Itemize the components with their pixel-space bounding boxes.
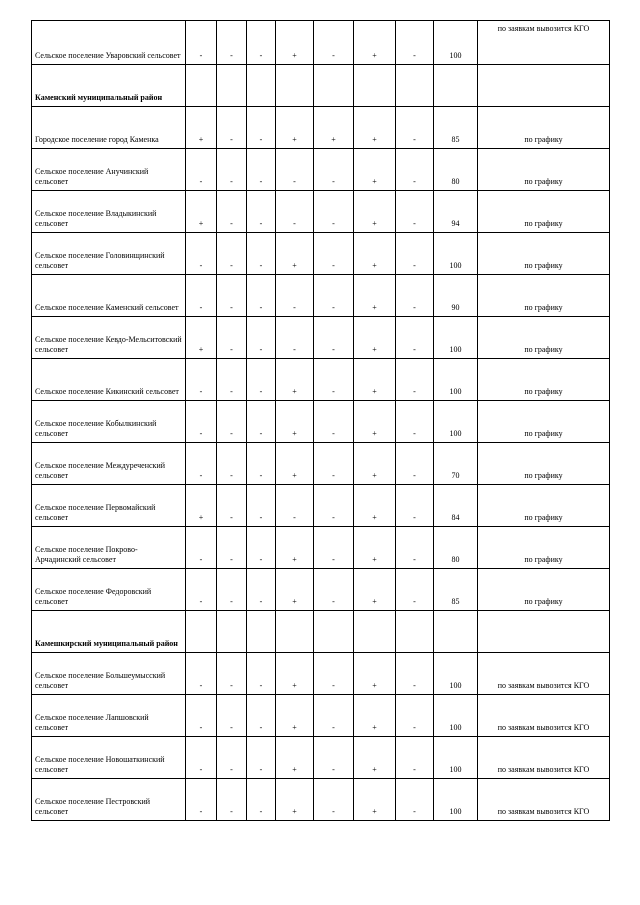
coverage-percent: 100 (434, 695, 478, 737)
coverage-percent: 70 (434, 443, 478, 485)
mark-cell: - (247, 779, 276, 821)
table-row (32, 653, 610, 695)
settlement-name: Сельское поселение Большеумысский сельсовет (32, 653, 186, 695)
mark-cell: + (354, 107, 396, 149)
mark-cell: + (354, 527, 396, 569)
mark-cell: - (396, 653, 434, 695)
mark-cell: - (276, 191, 314, 233)
mark-cell: + (276, 653, 314, 695)
mark-cell: - (276, 317, 314, 359)
mark-cell: - (314, 317, 354, 359)
settlement-name: Сельское поселение Междуреченский сельсовет (32, 443, 186, 485)
mark-cell: + (354, 443, 396, 485)
schedule-note: по заявкам вывозится КГО (478, 779, 610, 821)
coverage-percent: 100 (434, 233, 478, 275)
mark-cell: - (217, 149, 247, 191)
mark-cell: - (247, 233, 276, 275)
mark-cell: - (217, 401, 247, 443)
mark-cell: - (396, 275, 434, 317)
coverage-percent (434, 65, 478, 107)
mark-cell: - (396, 527, 434, 569)
coverage-percent: 100 (434, 317, 478, 359)
mark-cell: + (354, 317, 396, 359)
table-row (32, 443, 610, 485)
settlement-name: Сельское поселение Анучинский сельсовет (32, 149, 186, 191)
mark-cell: - (247, 317, 276, 359)
coverage-percent: 85 (434, 107, 478, 149)
mark-cell: - (314, 233, 354, 275)
mark-cell (247, 65, 276, 107)
settlement-name: Сельское поселение Новошаткинский сельсовет (32, 737, 186, 779)
mark-cell (217, 611, 247, 653)
schedule-note: по графику (478, 149, 610, 191)
mark-cell (396, 611, 434, 653)
mark-cell: - (186, 359, 217, 401)
mark-cell: - (186, 653, 217, 695)
mark-cell: - (217, 653, 247, 695)
mark-cell: - (396, 779, 434, 821)
schedule-note: по графику (478, 527, 610, 569)
coverage-percent: 100 (434, 359, 478, 401)
mark-cell: - (247, 401, 276, 443)
mark-cell: + (354, 485, 396, 527)
mark-cell: - (314, 275, 354, 317)
mark-cell: + (354, 695, 396, 737)
mark-cell: + (354, 401, 396, 443)
coverage-percent: 84 (434, 485, 478, 527)
mark-cell (314, 611, 354, 653)
mark-cell: - (396, 695, 434, 737)
mark-cell: + (354, 149, 396, 191)
mark-cell: - (217, 233, 247, 275)
settlement-name: Городское поселение город Каменка (32, 107, 186, 149)
mark-cell: - (186, 149, 217, 191)
mark-cell: - (186, 443, 217, 485)
mark-cell (186, 65, 217, 107)
mark-cell: - (314, 779, 354, 821)
mark-cell: - (247, 527, 276, 569)
mark-cell: + (186, 317, 217, 359)
mark-cell: + (186, 107, 217, 149)
table-row (32, 149, 610, 191)
mark-cell: + (186, 191, 217, 233)
table-row (32, 737, 610, 779)
coverage-percent: 100 (434, 737, 478, 779)
schedule-note: по графику (478, 569, 610, 611)
settlement-name: Сельское поселение Кикинский сельсовет (32, 359, 186, 401)
district-name: Каменский муниципальный район (32, 65, 186, 107)
mark-cell: - (247, 275, 276, 317)
mark-cell: - (186, 275, 217, 317)
mark-cell: - (186, 527, 217, 569)
mark-cell: - (247, 695, 276, 737)
coverage-percent: 90 (434, 275, 478, 317)
mark-cell: - (186, 21, 217, 65)
mark-cell: - (217, 359, 247, 401)
table-row (32, 569, 610, 611)
mark-cell (186, 611, 217, 653)
mark-cell: - (396, 233, 434, 275)
mark-cell: + (276, 107, 314, 149)
mark-cell: - (396, 401, 434, 443)
mark-cell: - (186, 401, 217, 443)
table-row (32, 779, 610, 821)
table-row (32, 233, 610, 275)
schedule-note: по графику (478, 485, 610, 527)
mark-cell: + (276, 737, 314, 779)
mark-cell: - (247, 149, 276, 191)
mark-cell: + (276, 527, 314, 569)
schedule-note: по заявкам вывозится КГО (478, 653, 610, 695)
mark-cell: + (354, 233, 396, 275)
mark-cell: + (276, 695, 314, 737)
settlements-table (31, 20, 610, 821)
mark-cell (276, 65, 314, 107)
mark-cell (354, 611, 396, 653)
mark-cell: - (314, 21, 354, 65)
coverage-percent (434, 611, 478, 653)
table-row (32, 107, 610, 149)
mark-cell: - (396, 569, 434, 611)
mark-cell: - (314, 653, 354, 695)
mark-cell: + (276, 443, 314, 485)
mark-cell: - (247, 569, 276, 611)
mark-cell: - (186, 737, 217, 779)
table-row (32, 485, 610, 527)
mark-cell: + (354, 653, 396, 695)
district-header-row (32, 611, 610, 653)
mark-cell: - (247, 21, 276, 65)
mark-cell: + (354, 359, 396, 401)
coverage-percent: 80 (434, 527, 478, 569)
settlement-name: Сельское поселение Каменский сельсовет (32, 275, 186, 317)
settlement-name: Сельское поселение Покрово-Арчадинский сельсовет (32, 527, 186, 569)
settlement-name: Сельское поселение Кевдо-Мельситовский сельсовет (32, 317, 186, 359)
mark-cell: - (247, 485, 276, 527)
schedule-note: по заявкам вывозится КГО (478, 695, 610, 737)
schedule-note (478, 611, 610, 653)
mark-cell: - (186, 695, 217, 737)
schedule-note: по заявкам вывозится КГО (478, 21, 610, 65)
mark-cell: - (314, 401, 354, 443)
mark-cell: - (186, 569, 217, 611)
mark-cell: - (314, 443, 354, 485)
coverage-percent: 100 (434, 653, 478, 695)
mark-cell: + (276, 401, 314, 443)
mark-cell: - (217, 317, 247, 359)
coverage-percent: 100 (434, 21, 478, 65)
mark-cell (354, 65, 396, 107)
mark-cell: + (276, 21, 314, 65)
settlement-name: Сельское поселение Федоровский сельсовет (32, 569, 186, 611)
mark-cell: - (247, 443, 276, 485)
table-row (32, 527, 610, 569)
district-header-row (32, 65, 610, 107)
mark-cell: - (396, 443, 434, 485)
schedule-note: по графику (478, 191, 610, 233)
settlement-name: Сельское поселение Кобылкинский сельсовет (32, 401, 186, 443)
settlement-name: Сельское поселение Владыкинский сельсовет (32, 191, 186, 233)
mark-cell: - (247, 653, 276, 695)
mark-cell (314, 65, 354, 107)
mark-cell: - (217, 107, 247, 149)
mark-cell: - (217, 275, 247, 317)
mark-cell: - (314, 149, 354, 191)
table-row (32, 21, 610, 65)
table-row (32, 401, 610, 443)
schedule-note: по графику (478, 443, 610, 485)
mark-cell: + (354, 737, 396, 779)
mark-cell: - (217, 569, 247, 611)
coverage-percent: 85 (434, 569, 478, 611)
settlement-name: Сельское поселение Первомайский сельсовет (32, 485, 186, 527)
mark-cell: - (276, 149, 314, 191)
table-body (32, 21, 610, 821)
mark-cell: - (247, 737, 276, 779)
mark-cell: - (314, 485, 354, 527)
mark-cell: - (276, 485, 314, 527)
mark-cell: - (217, 737, 247, 779)
mark-cell: - (186, 233, 217, 275)
schedule-note: по графику (478, 233, 610, 275)
mark-cell: - (186, 779, 217, 821)
mark-cell: - (247, 191, 276, 233)
mark-cell (247, 611, 276, 653)
mark-cell: - (217, 191, 247, 233)
district-name: Камешкирский муниципальный район (32, 611, 186, 653)
mark-cell: - (314, 569, 354, 611)
mark-cell: - (217, 21, 247, 65)
coverage-percent: 100 (434, 779, 478, 821)
schedule-note: по графику (478, 401, 610, 443)
mark-cell: + (354, 569, 396, 611)
mark-cell: + (186, 485, 217, 527)
mark-cell: + (276, 233, 314, 275)
schedule-note: по заявкам вывозится КГО (478, 737, 610, 779)
settlement-name: Сельское поселение Уваровский сельсовет (32, 21, 186, 65)
mark-cell: - (396, 107, 434, 149)
mark-cell: - (396, 485, 434, 527)
mark-cell: - (217, 695, 247, 737)
table-row (32, 317, 610, 359)
coverage-percent: 80 (434, 149, 478, 191)
coverage-percent: 94 (434, 191, 478, 233)
schedule-note: по графику (478, 275, 610, 317)
mark-cell: - (396, 359, 434, 401)
mark-cell: - (396, 21, 434, 65)
settlement-name: Сельское поселение Головинщинский сельсовет (32, 233, 186, 275)
mark-cell: - (276, 275, 314, 317)
mark-cell: - (314, 527, 354, 569)
mark-cell: - (217, 779, 247, 821)
mark-cell: - (314, 359, 354, 401)
mark-cell: - (314, 695, 354, 737)
mark-cell: - (396, 149, 434, 191)
table-row (32, 191, 610, 233)
table-row (32, 695, 610, 737)
mark-cell: + (354, 21, 396, 65)
mark-cell: - (314, 191, 354, 233)
mark-cell (276, 611, 314, 653)
mark-cell: - (396, 191, 434, 233)
mark-cell: + (354, 191, 396, 233)
mark-cell (396, 65, 434, 107)
mark-cell: - (396, 737, 434, 779)
mark-cell: - (217, 485, 247, 527)
mark-cell: + (354, 779, 396, 821)
table-row (32, 359, 610, 401)
mark-cell: - (314, 737, 354, 779)
mark-cell: + (276, 569, 314, 611)
mark-cell: - (217, 443, 247, 485)
mark-cell: + (276, 359, 314, 401)
settlement-name: Сельское поселение Лапшовский сельсовет (32, 695, 186, 737)
mark-cell: - (396, 317, 434, 359)
mark-cell: - (247, 107, 276, 149)
schedule-note: по графику (478, 107, 610, 149)
schedule-note: по графику (478, 317, 610, 359)
coverage-percent: 100 (434, 401, 478, 443)
mark-cell: - (217, 527, 247, 569)
mark-cell: + (354, 275, 396, 317)
schedule-note: по графику (478, 359, 610, 401)
schedule-note (478, 65, 610, 107)
mark-cell: + (314, 107, 354, 149)
mark-cell: + (276, 779, 314, 821)
settlement-name: Сельское поселение Пестровский сельсовет (32, 779, 186, 821)
table-row (32, 275, 610, 317)
mark-cell: - (247, 359, 276, 401)
mark-cell (217, 65, 247, 107)
